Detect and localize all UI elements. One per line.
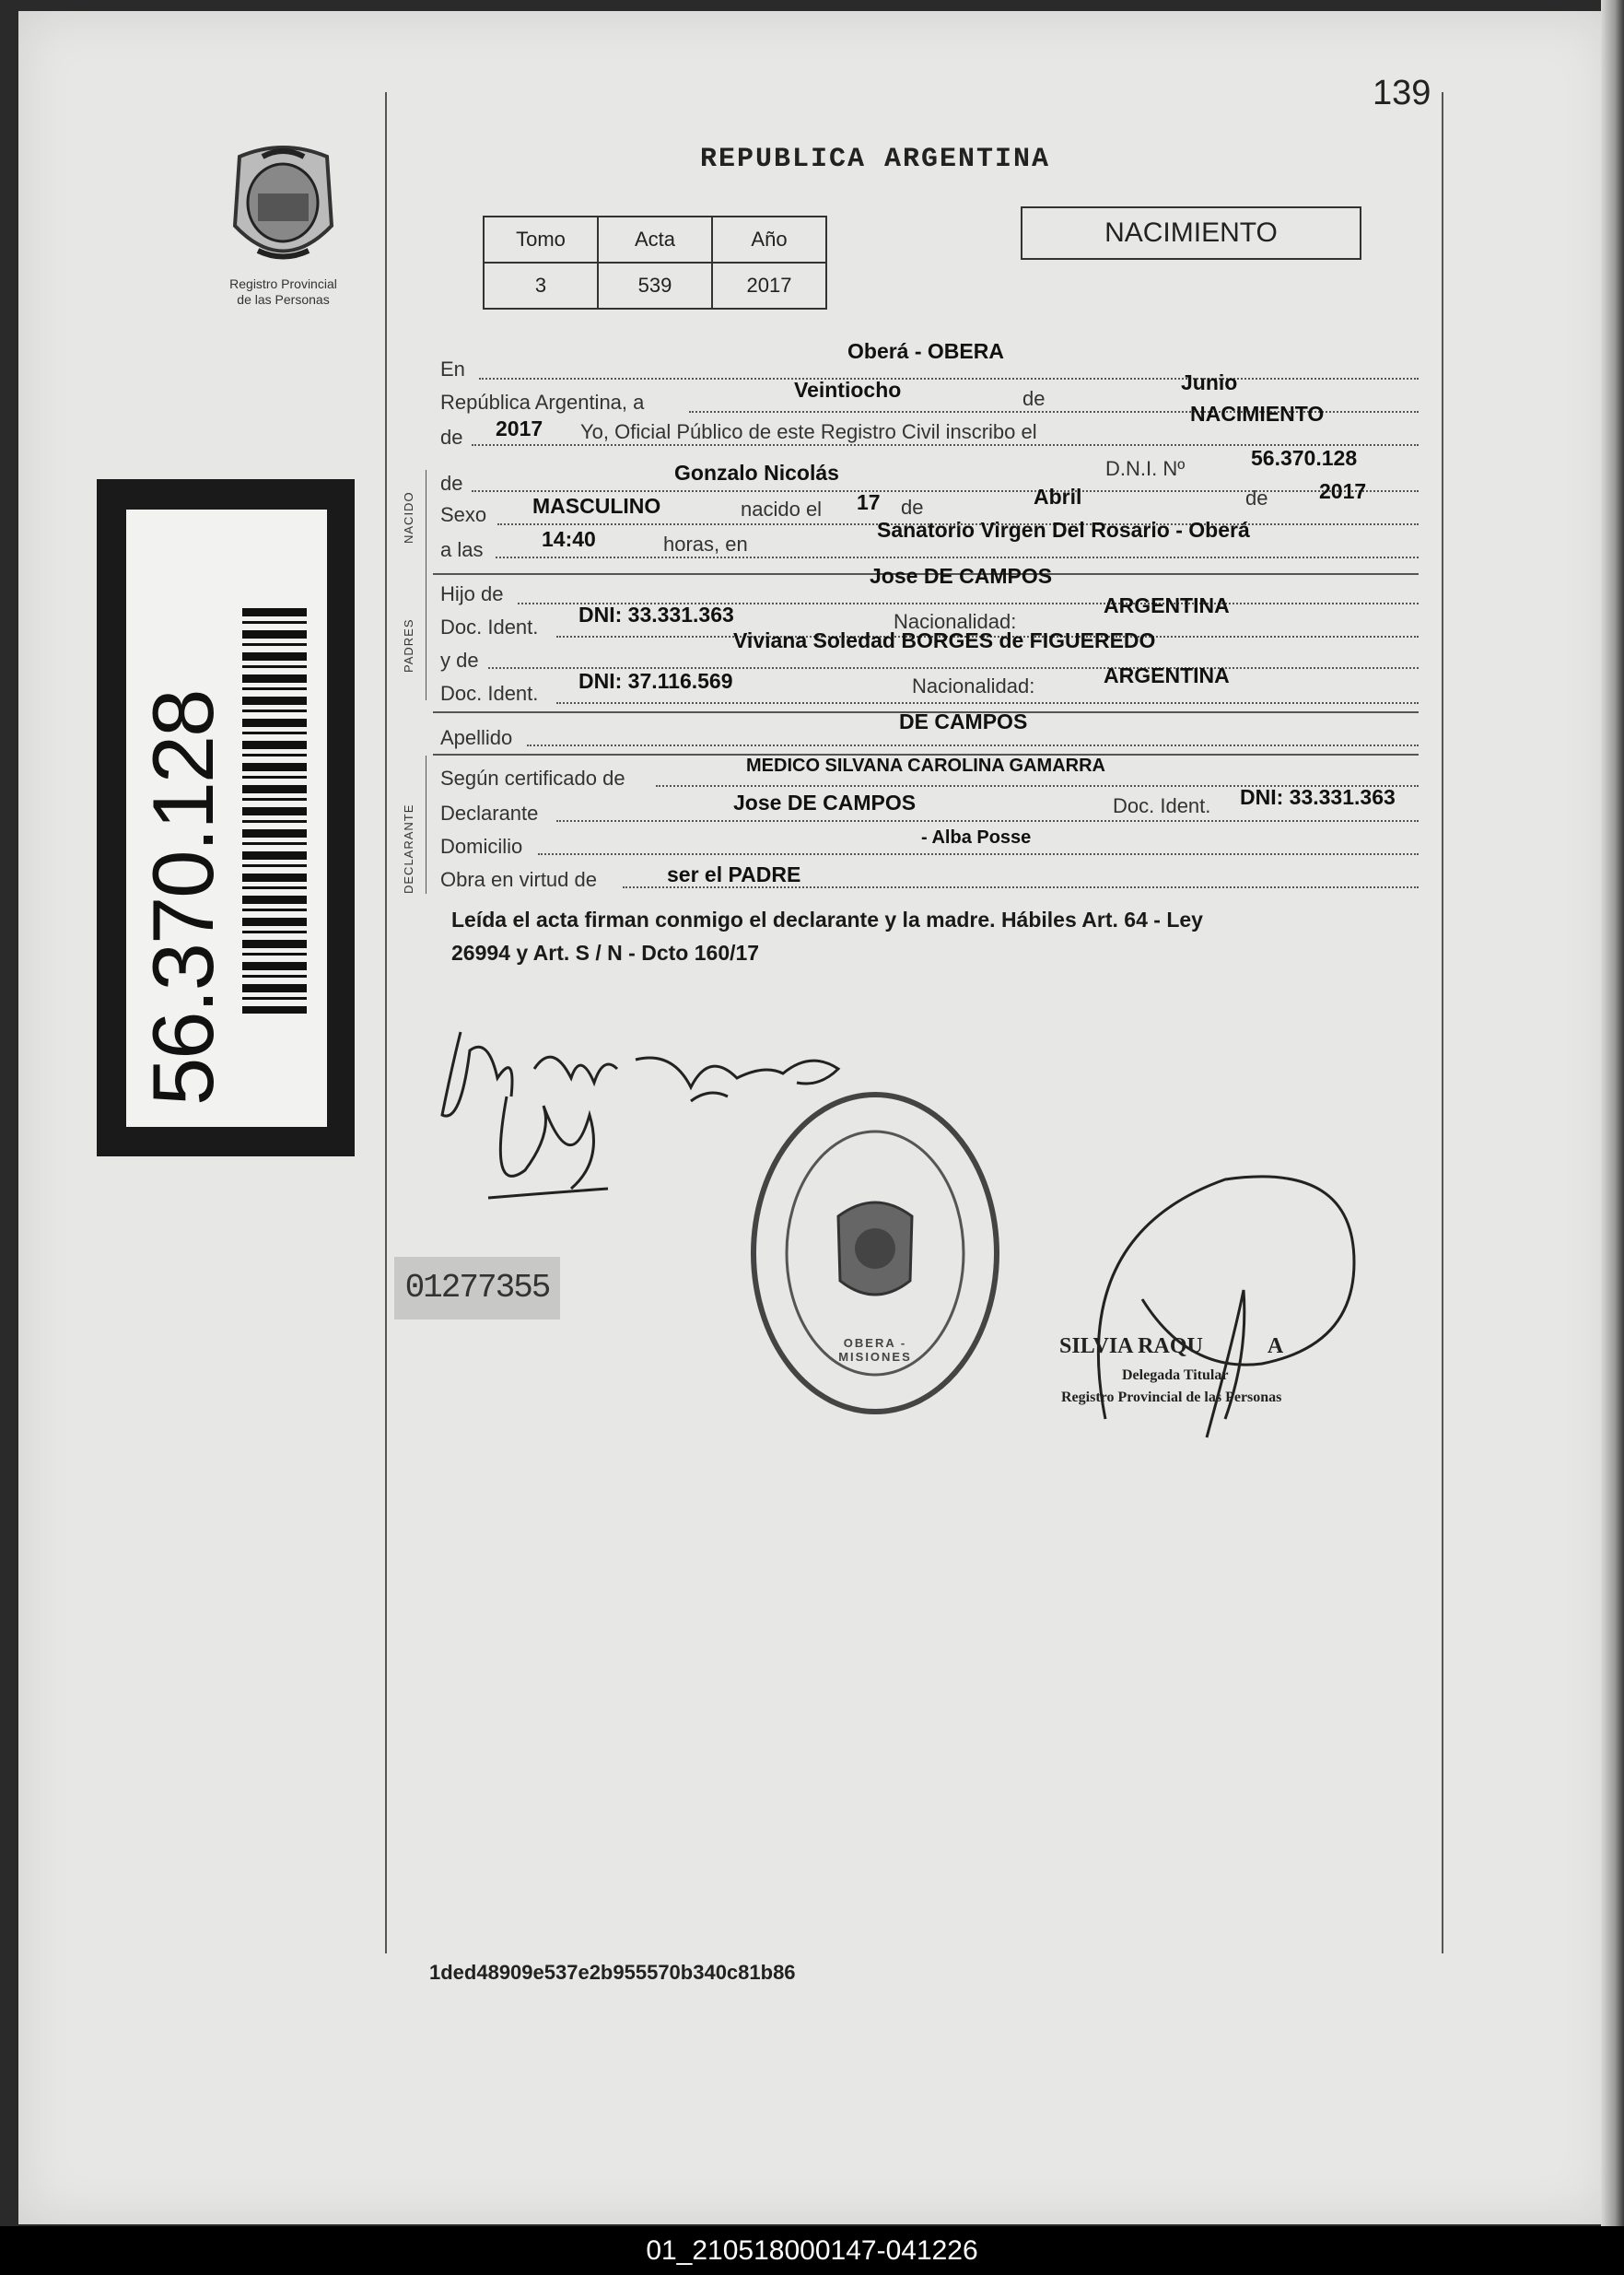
birth-day-value: 17 xyxy=(857,490,881,514)
mother-nat-value: ARGENTINA xyxy=(1104,663,1230,687)
logo-caption-line-2: de las Personas xyxy=(237,292,330,307)
city-value: Oberá - OBERA xyxy=(847,339,1004,363)
footer-id: 01_210518000147-041226 xyxy=(0,2226,1624,2275)
dni-value: 56.370.128 xyxy=(1251,446,1358,470)
dni-barcode-sticker xyxy=(97,479,355,1156)
sexo-label: Sexo xyxy=(440,503,487,526)
declarante-label: Declarante xyxy=(440,802,539,825)
table-header-anio: Año xyxy=(712,217,826,263)
day-value: Veintiocho xyxy=(794,378,902,402)
republica-label: República Argentina, a xyxy=(440,391,645,414)
de-label-4: de xyxy=(901,496,924,519)
legal-text-line-1: Leída el acta firman conmigo el declarante y la madre. Hábiles Art. 64 - Ley xyxy=(451,908,1203,932)
father-name-value: Jose DE CAMPOS xyxy=(870,564,1053,588)
table-header-acta: Acta xyxy=(598,217,712,263)
child-name-value: Gonzalo Nicolás xyxy=(674,461,839,485)
right-margin-line xyxy=(1442,92,1443,1953)
sexo-value: MASCULINO xyxy=(532,494,661,518)
en-label: En xyxy=(440,358,465,381)
legal-text xyxy=(451,903,1203,969)
act-type-box: NACIMIENTO xyxy=(1021,206,1361,260)
table-value-acta: 539 xyxy=(598,263,712,309)
de-label-1: de xyxy=(1022,387,1046,410)
table-header-tomo: Tomo xyxy=(484,217,598,263)
apellido-label: Apellido xyxy=(440,726,513,749)
stamp-number: 01277355 xyxy=(394,1257,560,1319)
table-value-anio: 2017 xyxy=(712,263,826,309)
declarante-doc-label: Doc. Ident. xyxy=(1113,794,1211,817)
mother-doc-label: Doc. Ident. xyxy=(440,682,539,705)
legal-text-line-2: 26994 y Art. S / N - Dcto 160/17 xyxy=(451,941,760,965)
page-edge xyxy=(1601,0,1624,2230)
apellido-value: DE CAMPOS xyxy=(899,709,1028,733)
place-value: Sanatorio Virgen Del Rosario - Oberá xyxy=(877,518,1250,542)
document-hash: 1ded48909e537e2b955570b340c81b86 xyxy=(429,1961,796,1984)
time-value: 14:40 xyxy=(542,527,596,551)
father-nat-label: Nacionalidad: xyxy=(894,610,1017,633)
declarante-doc-value: DNI: 33.331.363 xyxy=(1240,785,1396,809)
inscribo-value: NACIMIENTO xyxy=(1190,402,1325,426)
de-label-2: de xyxy=(440,426,463,449)
birth-month-value: Abril xyxy=(1034,485,1082,509)
inscribo-label: Yo, Oficial Público de este Registro Civil inscribo el xyxy=(580,420,1037,443)
logo-caption-line-1: Registro Provincial xyxy=(229,276,337,291)
father-doc-label: Doc. Ident. xyxy=(440,616,539,639)
logo-caption xyxy=(189,276,378,308)
nacido-label: nacido el xyxy=(741,498,823,521)
mother-nat-label: Nacionalidad: xyxy=(912,674,1035,698)
official-office: Registro Provincial de las Personas xyxy=(1061,1390,1282,1405)
mother-doc-value: DNI: 37.116.569 xyxy=(578,669,733,693)
month-value: Junio xyxy=(1181,370,1238,394)
birth-year-value: 2017 xyxy=(1319,479,1367,503)
father-nat-value: ARGENTINA xyxy=(1104,593,1230,617)
yde-label: y de xyxy=(440,649,479,672)
section-label-padres: PADRES xyxy=(402,618,415,673)
section-label-declarante: DECLARANTE xyxy=(402,803,415,894)
official-name-start: SILVIA RAQU xyxy=(1059,1334,1203,1358)
official-title: Delegada Titular xyxy=(1122,1367,1229,1383)
obra-label: Obra en virtud de xyxy=(440,868,597,891)
section-label-nacido: NACIDO xyxy=(402,491,415,544)
registry-table xyxy=(483,216,827,310)
table-value-tomo: 3 xyxy=(484,263,598,309)
father-doc-value: DNI: 33.331.363 xyxy=(578,603,734,627)
alas-label: a las xyxy=(440,538,484,561)
dni-label: D.N.I. Nº xyxy=(1105,457,1186,480)
barcode xyxy=(242,608,307,1014)
left-margin-line xyxy=(385,92,387,1953)
certificado-value: MEDICO SILVANA CAROLINA GAMARRA xyxy=(746,756,1105,776)
seal-inner-text: OBERA - MISIONES xyxy=(838,1336,912,1364)
provincial-registry-logo xyxy=(221,138,345,272)
year-value: 2017 xyxy=(496,416,543,440)
obra-value: ser el PADRE xyxy=(667,862,801,886)
declarante-value: Jose DE CAMPOS xyxy=(733,791,917,815)
certificado-label: Según certificado de xyxy=(440,767,625,790)
domicilio-label: Domicilio xyxy=(440,835,523,858)
country-title: REPUBLICA ARGENTINA xyxy=(700,144,1051,175)
de-label-5: de xyxy=(1245,487,1268,510)
page-number: 139 xyxy=(1373,74,1431,112)
horas-label: horas, en xyxy=(663,533,748,556)
official-seal xyxy=(746,1087,1004,1419)
official-name xyxy=(1059,1334,1283,1359)
domicilio-value: - Alba Posse xyxy=(921,827,1032,848)
mother-name-value: Viviana Soledad BORGES de FIGUEREDO xyxy=(733,628,1156,652)
official-name-end: A xyxy=(1267,1334,1284,1358)
de-label-3: de xyxy=(440,472,463,495)
side-dni-number: 56.370.128 xyxy=(134,690,231,1106)
hijo-label: Hijo de xyxy=(440,582,504,605)
